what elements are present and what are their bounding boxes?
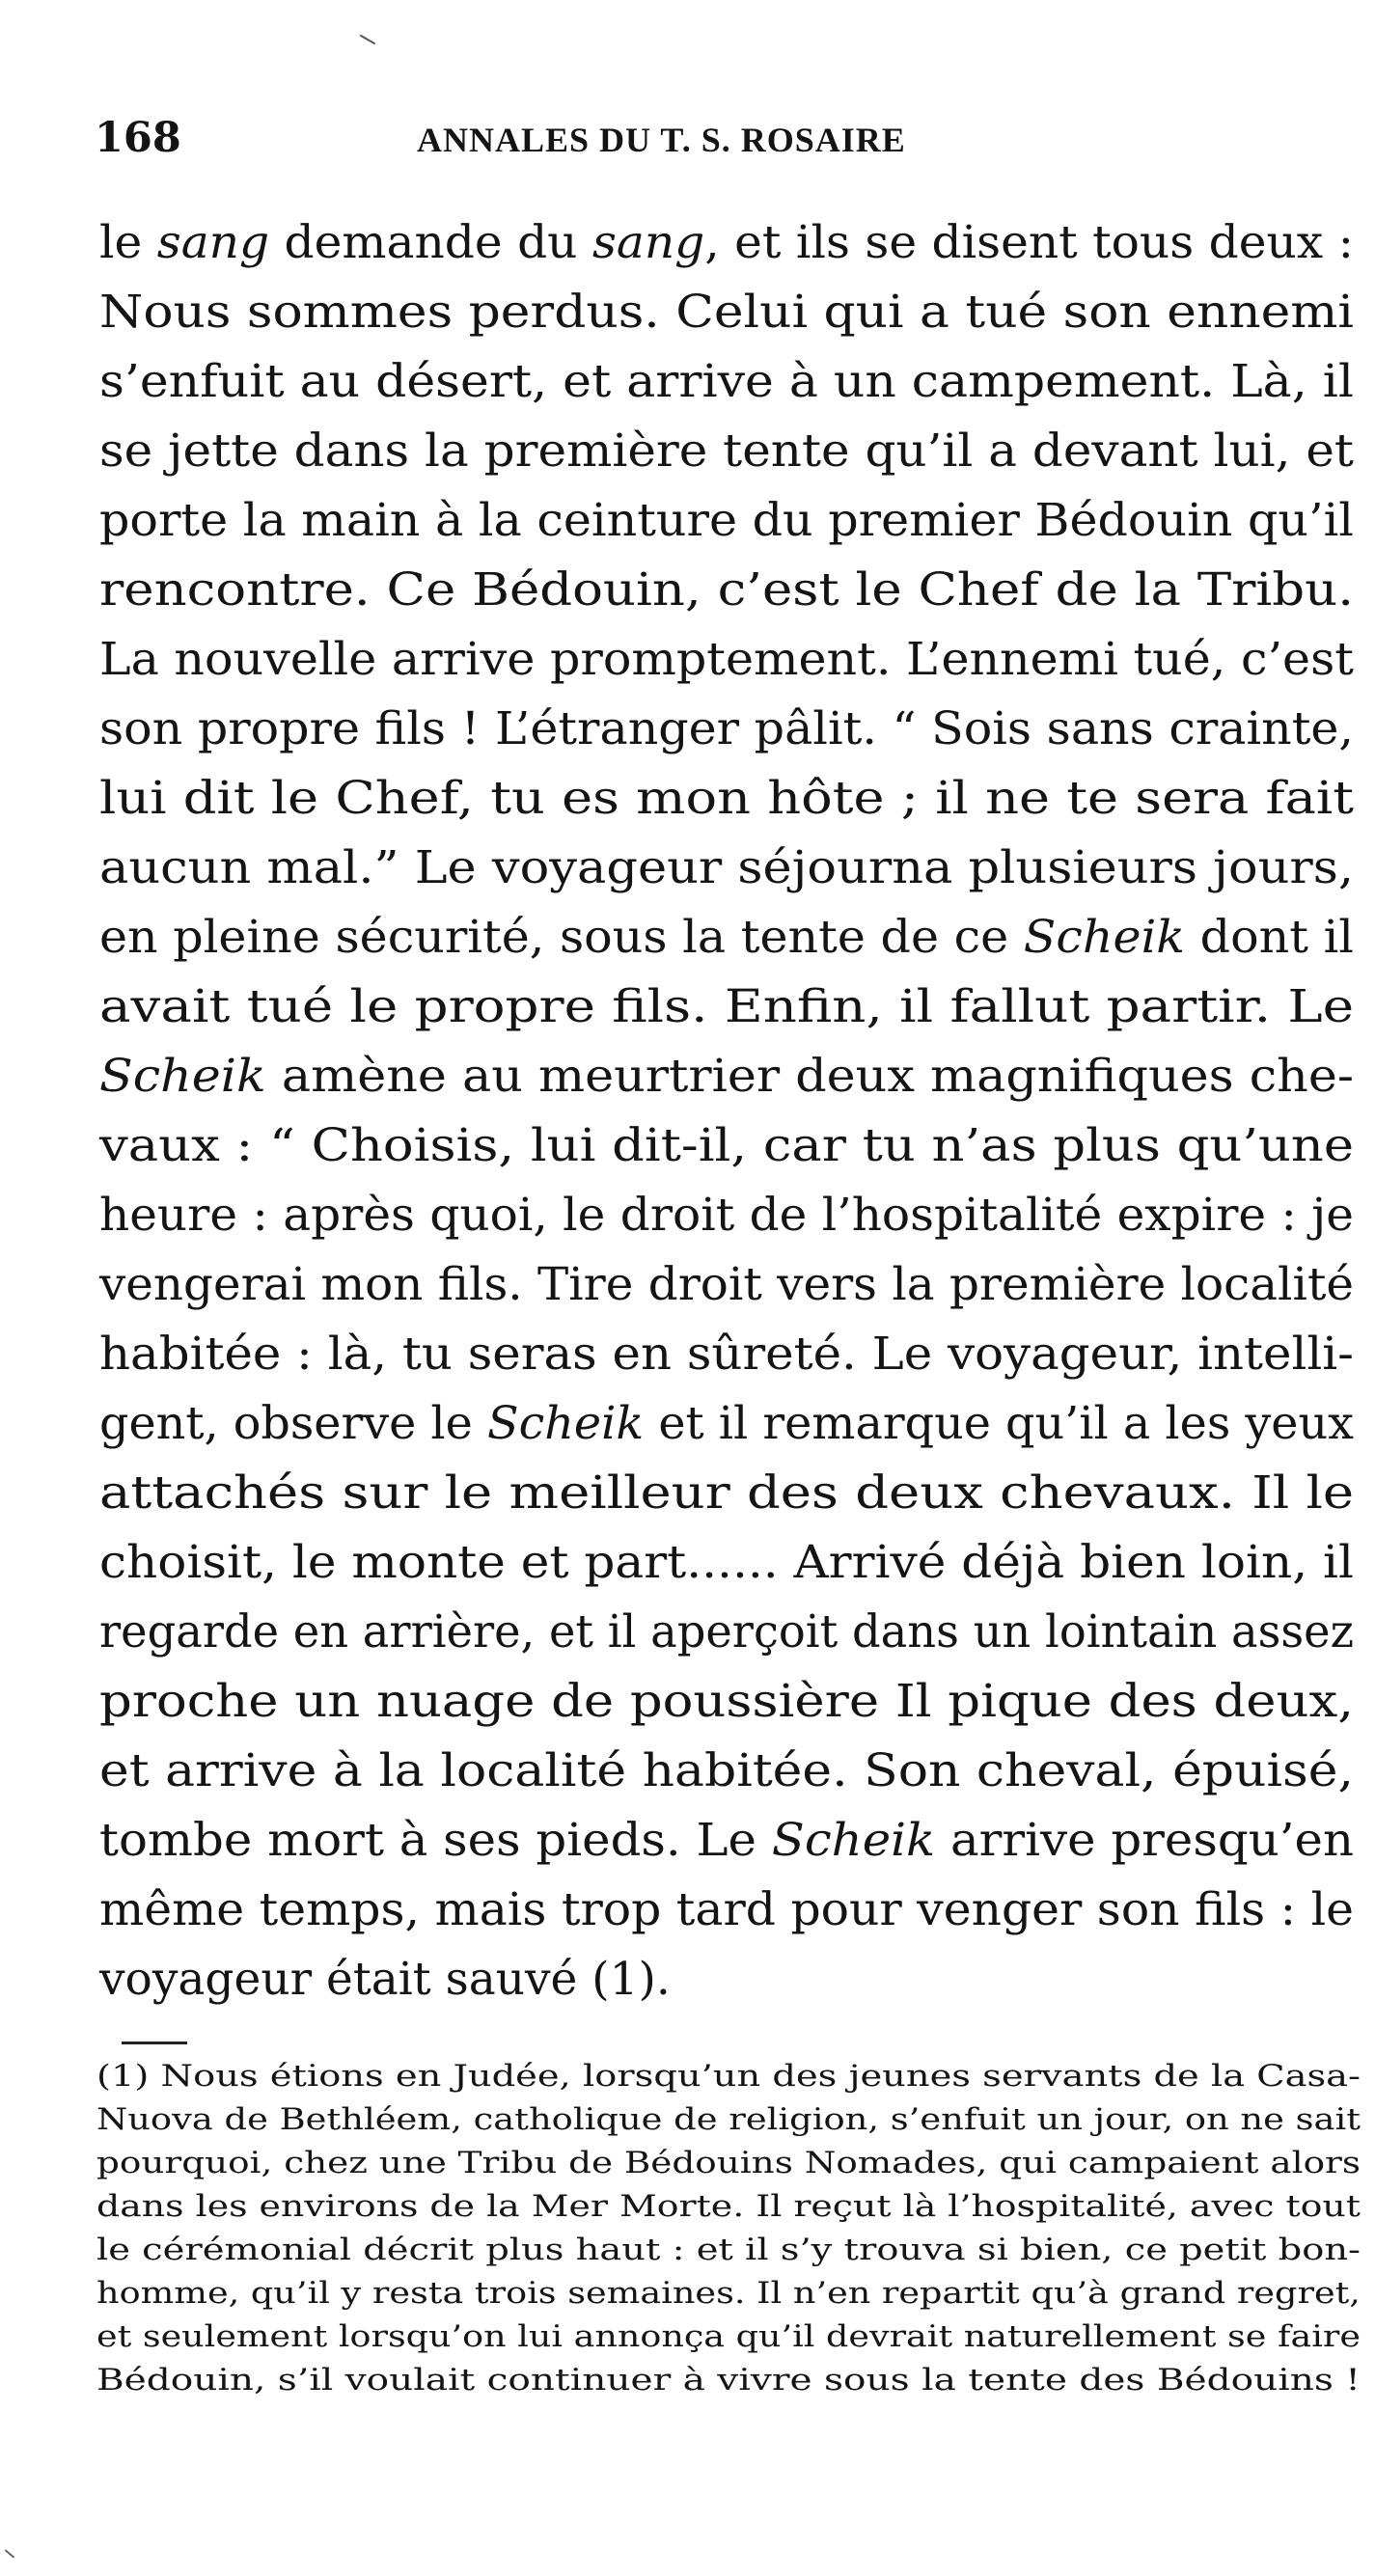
text-run: dont il bbox=[1185, 911, 1355, 964]
text-run: aucun mal.” Le voyageur séjourna plusieurs jours, bbox=[99, 841, 1355, 894]
italic-word: Scheik bbox=[99, 1050, 266, 1103]
italic-word: Scheik bbox=[486, 1397, 645, 1450]
footnote-text: le cérémonial décrit plus haut : et il s’y trouva si bien, ce petit bon- bbox=[96, 2233, 1361, 2267]
footnote-text: dans les environs de la Mer Morte. Il reçut là l’hospitalité, avec tout bbox=[96, 2189, 1361, 2224]
footnote-line bbox=[96, 2316, 1361, 2359]
text-line bbox=[99, 973, 1354, 1042]
text-run: demande du bbox=[269, 216, 592, 269]
text-run: vaux : “ Choisis, lui dit-il, car tu n’as plus qu’une bbox=[99, 1119, 1355, 1172]
text-run: le bbox=[99, 216, 157, 269]
footnote-line bbox=[96, 2055, 1361, 2098]
text-run: son propre fils ! L’étranger pâlit. “ Sois sans crainte, bbox=[99, 702, 1355, 755]
ink-speck bbox=[360, 35, 376, 45]
text-line bbox=[99, 1459, 1354, 1528]
text-line bbox=[99, 1667, 1354, 1737]
text-run: Nous sommes perdus. Celui qui a tué son ennemi bbox=[99, 286, 1354, 339]
text-run: se jette dans la première tente qu’il a devant lui, et bbox=[99, 425, 1354, 478]
text-line bbox=[99, 1111, 1354, 1181]
text-line bbox=[99, 278, 1354, 347]
text-run: et il remarque qu’il a les yeux bbox=[644, 1397, 1354, 1450]
text-line bbox=[99, 347, 1354, 417]
italic-word: Scheik bbox=[1023, 911, 1186, 964]
page-header bbox=[0, 114, 1375, 162]
text-run: avait tué le propre fils. Enfin, il fallut partir. Le bbox=[99, 980, 1355, 1033]
footnote-line bbox=[96, 2359, 1361, 2402]
text-line bbox=[99, 1528, 1354, 1598]
text-line bbox=[99, 417, 1354, 486]
text-line bbox=[99, 1737, 1354, 1806]
text-run: attachés sur le meilleur des deux chevaux. Il le bbox=[99, 1466, 1355, 1520]
text-line bbox=[99, 1598, 1354, 1667]
text-run: gent, observe le bbox=[99, 1397, 487, 1450]
text-run: habitée : là, tu seras en sûreté. Le voyageur, intelli- bbox=[99, 1328, 1355, 1381]
italic-word: sang bbox=[591, 216, 705, 269]
text-line bbox=[99, 695, 1354, 764]
text-run: La nouvelle arrive promptement. L’ennemi tué, c’est bbox=[99, 633, 1354, 686]
footnote-rule bbox=[122, 2042, 187, 2044]
text-line bbox=[99, 556, 1354, 625]
text-run: arrive presqu’en bbox=[935, 1814, 1354, 1867]
footnote-text: pourquoi, chez une Tribu de Bédouins Nomades, qui campaient alors bbox=[96, 2146, 1361, 2180]
text-line bbox=[99, 1876, 1354, 1945]
text-run: heure : après quoi, le droit de l’hospitalité expire : je bbox=[99, 1189, 1354, 1242]
ink-speck bbox=[5, 2549, 14, 2558]
footnote-line bbox=[96, 2142, 1361, 2185]
text-line bbox=[99, 903, 1354, 973]
body-text bbox=[99, 208, 1354, 2014]
footnote-line bbox=[96, 2098, 1361, 2142]
italic-word: sang bbox=[156, 216, 270, 269]
text-run: proche un nuage de poussière Il pique des deux, bbox=[99, 1675, 1355, 1728]
text-line bbox=[99, 486, 1354, 556]
text-run: porte la main à la ceinture du premier Bédouin qu’il bbox=[99, 494, 1354, 547]
text-line bbox=[99, 1042, 1354, 1111]
text-line bbox=[99, 764, 1354, 834]
text-run: regarde en arrière, et il aperçoit dans un lointain assez bbox=[99, 1605, 1355, 1658]
text-line bbox=[99, 208, 1354, 278]
text-run: voyageur était sauvé (1). bbox=[99, 1953, 671, 2006]
footnote-text: et seulement lorsqu’on lui annonça qu’il devrait naturellement se faire bbox=[96, 2319, 1361, 2354]
footnote-line bbox=[96, 2272, 1361, 2316]
footnote-line bbox=[96, 2229, 1361, 2272]
text-run: lui dit le Chef, tu es mon hôte ; il ne te sera fait bbox=[99, 772, 1354, 825]
text-run: et arrive à la localité habitée. Son cheval, épuisé, bbox=[99, 1744, 1354, 1797]
text-run: vengerai mon fils. Tire droit vers la première localité bbox=[99, 1258, 1354, 1311]
text-line bbox=[99, 1389, 1354, 1459]
text-run: s’enfuit au désert, et arrive à un campement. Là, il bbox=[99, 355, 1354, 408]
footnote-text: homme, qu’il y resta trois semaines. Il n’en repartit qu’à grand regret, bbox=[96, 2276, 1361, 2311]
text-run: en pleine sécurité, sous la tente de ce bbox=[99, 911, 1024, 964]
italic-word: Scheik bbox=[771, 1814, 936, 1867]
running-head: ANNALES DU T. S. ROSAIRE bbox=[417, 121, 906, 159]
text-run: , et ils se disent tous deux : bbox=[704, 216, 1355, 269]
text-line bbox=[99, 1181, 1354, 1250]
text-line bbox=[99, 1945, 1354, 2014]
text-run: même temps, mais trop tard pour venger son fils : le bbox=[99, 1883, 1355, 1936]
footnote-line bbox=[96, 2185, 1361, 2229]
footnote bbox=[96, 2055, 1361, 2402]
text-line bbox=[99, 834, 1354, 903]
text-line bbox=[99, 1806, 1354, 1876]
text-run: tombe mort à ses pieds. Le bbox=[99, 1814, 772, 1867]
footnote-text: (1) Nous étions en Judée, lorsqu’un des jeunes servants de la Casa- bbox=[96, 2059, 1361, 2094]
footnote-text: Nuova de Bethléem, catholique de religion, s’enfuit un jour, on ne sait bbox=[96, 2102, 1361, 2137]
text-line bbox=[99, 1320, 1354, 1389]
page-number: 168 bbox=[95, 114, 181, 162]
text-run: choisit, le monte et part...... Arrivé déjà bien loin, il bbox=[99, 1536, 1354, 1589]
text-line bbox=[99, 625, 1354, 695]
footnote-text: Bédouin, s’il voulait continuer à vivre sous la tente des Bédouins ! bbox=[96, 2363, 1361, 2398]
text-run: amène au meurtrier deux magnifiques che- bbox=[265, 1050, 1354, 1103]
text-line bbox=[99, 1250, 1354, 1320]
text-run: rencontre. Ce Bédouin, c’est le Chef de la Tribu. bbox=[99, 563, 1355, 617]
